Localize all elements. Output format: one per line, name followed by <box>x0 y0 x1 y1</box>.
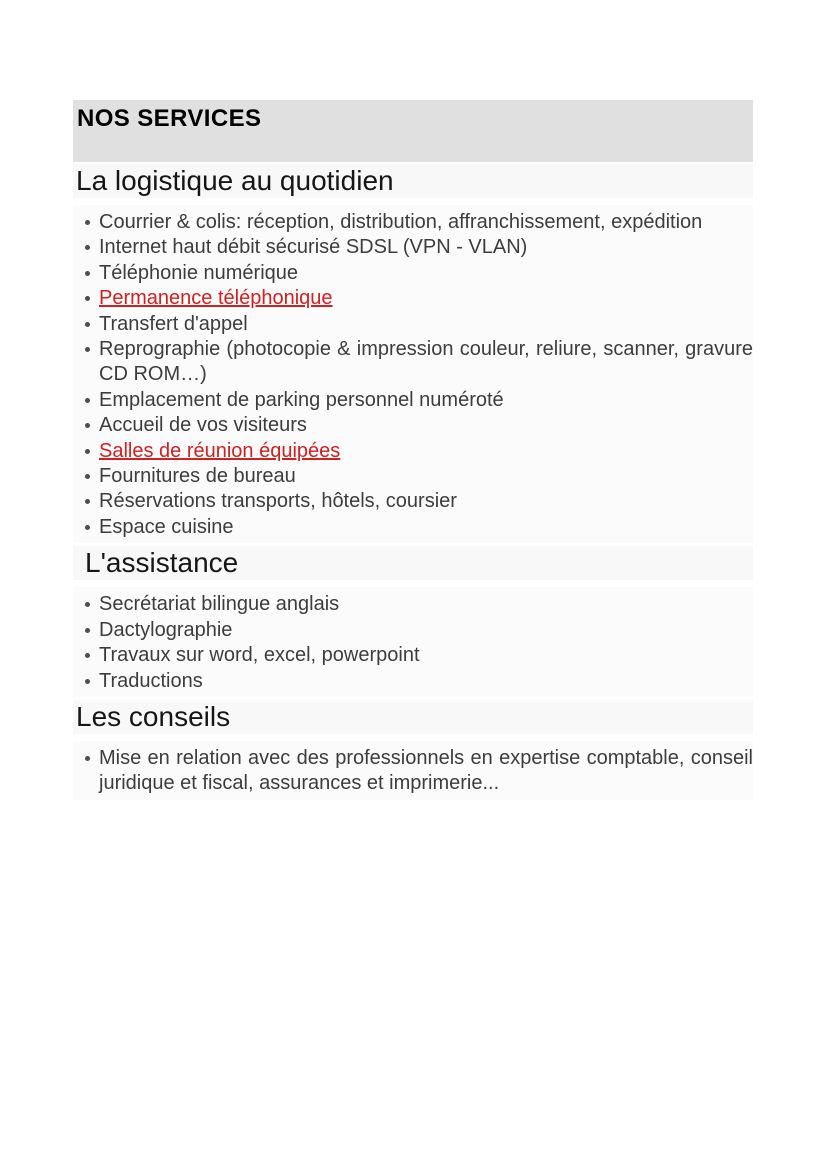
section-list-block-assistance <box>73 587 753 697</box>
list-item: Espace cuisine <box>73 515 753 540</box>
list-item: Reprographie (photocopie & impression couleur, reliure, scanner, gravure CD ROM…) <box>73 337 753 388</box>
list-item: Emplacement de parking personnel numéroté <box>73 388 753 413</box>
list-item: Téléphonie numérique <box>73 261 753 286</box>
list-item: Travaux sur word, excel, powerpoint <box>73 643 753 668</box>
list-item: Dactylographie <box>73 618 753 643</box>
list-item: Transfert d'appel <box>73 312 753 337</box>
service-link-salles-de-reunion[interactable]: Salles de réunion équipées <box>99 439 341 462</box>
section-heading-band-conseils <box>73 700 753 734</box>
list-item: Secrétariat bilingue anglais <box>73 592 753 617</box>
document-page <box>73 100 753 800</box>
services-list-logistique <box>73 210 753 540</box>
list-item: Fournitures de bureau <box>73 464 753 489</box>
list-item: Courrier & colis: réception, distribution, affranchissement, expédition <box>73 210 753 235</box>
section-heading-band-logistique <box>73 164 753 198</box>
list-item: Mise en relation avec des professionnels en expertise comptable, conseil juridique et fiscal, assurances et imprimerie... <box>73 746 753 797</box>
list-item: Accueil de vos visiteurs <box>73 413 753 438</box>
list-item: Internet haut débit sécurisé SDSL (VPN - VLAN) <box>73 235 753 260</box>
services-list-assistance <box>73 592 753 694</box>
page-title: NOS SERVICES <box>77 105 262 132</box>
section-list-block-logistique <box>73 205 753 543</box>
section-heading-conseils: Les conseils <box>76 700 231 732</box>
list-item: Réservations transports, hôtels, coursier <box>73 489 753 514</box>
section-list-block-conseils <box>73 741 753 800</box>
service-link-permanence-telephonique[interactable]: Permanence téléphonique <box>99 287 333 310</box>
list-item <box>73 286 753 311</box>
page-title-block <box>73 100 753 162</box>
section-heading-logistique: La logistique au quotidien <box>76 165 394 196</box>
services-list-conseils <box>73 746 753 797</box>
section-heading-assistance: L'assistance <box>85 547 239 579</box>
list-item <box>73 439 753 464</box>
section-heading-band-assistance <box>73 546 753 580</box>
list-item: Traductions <box>73 669 753 694</box>
